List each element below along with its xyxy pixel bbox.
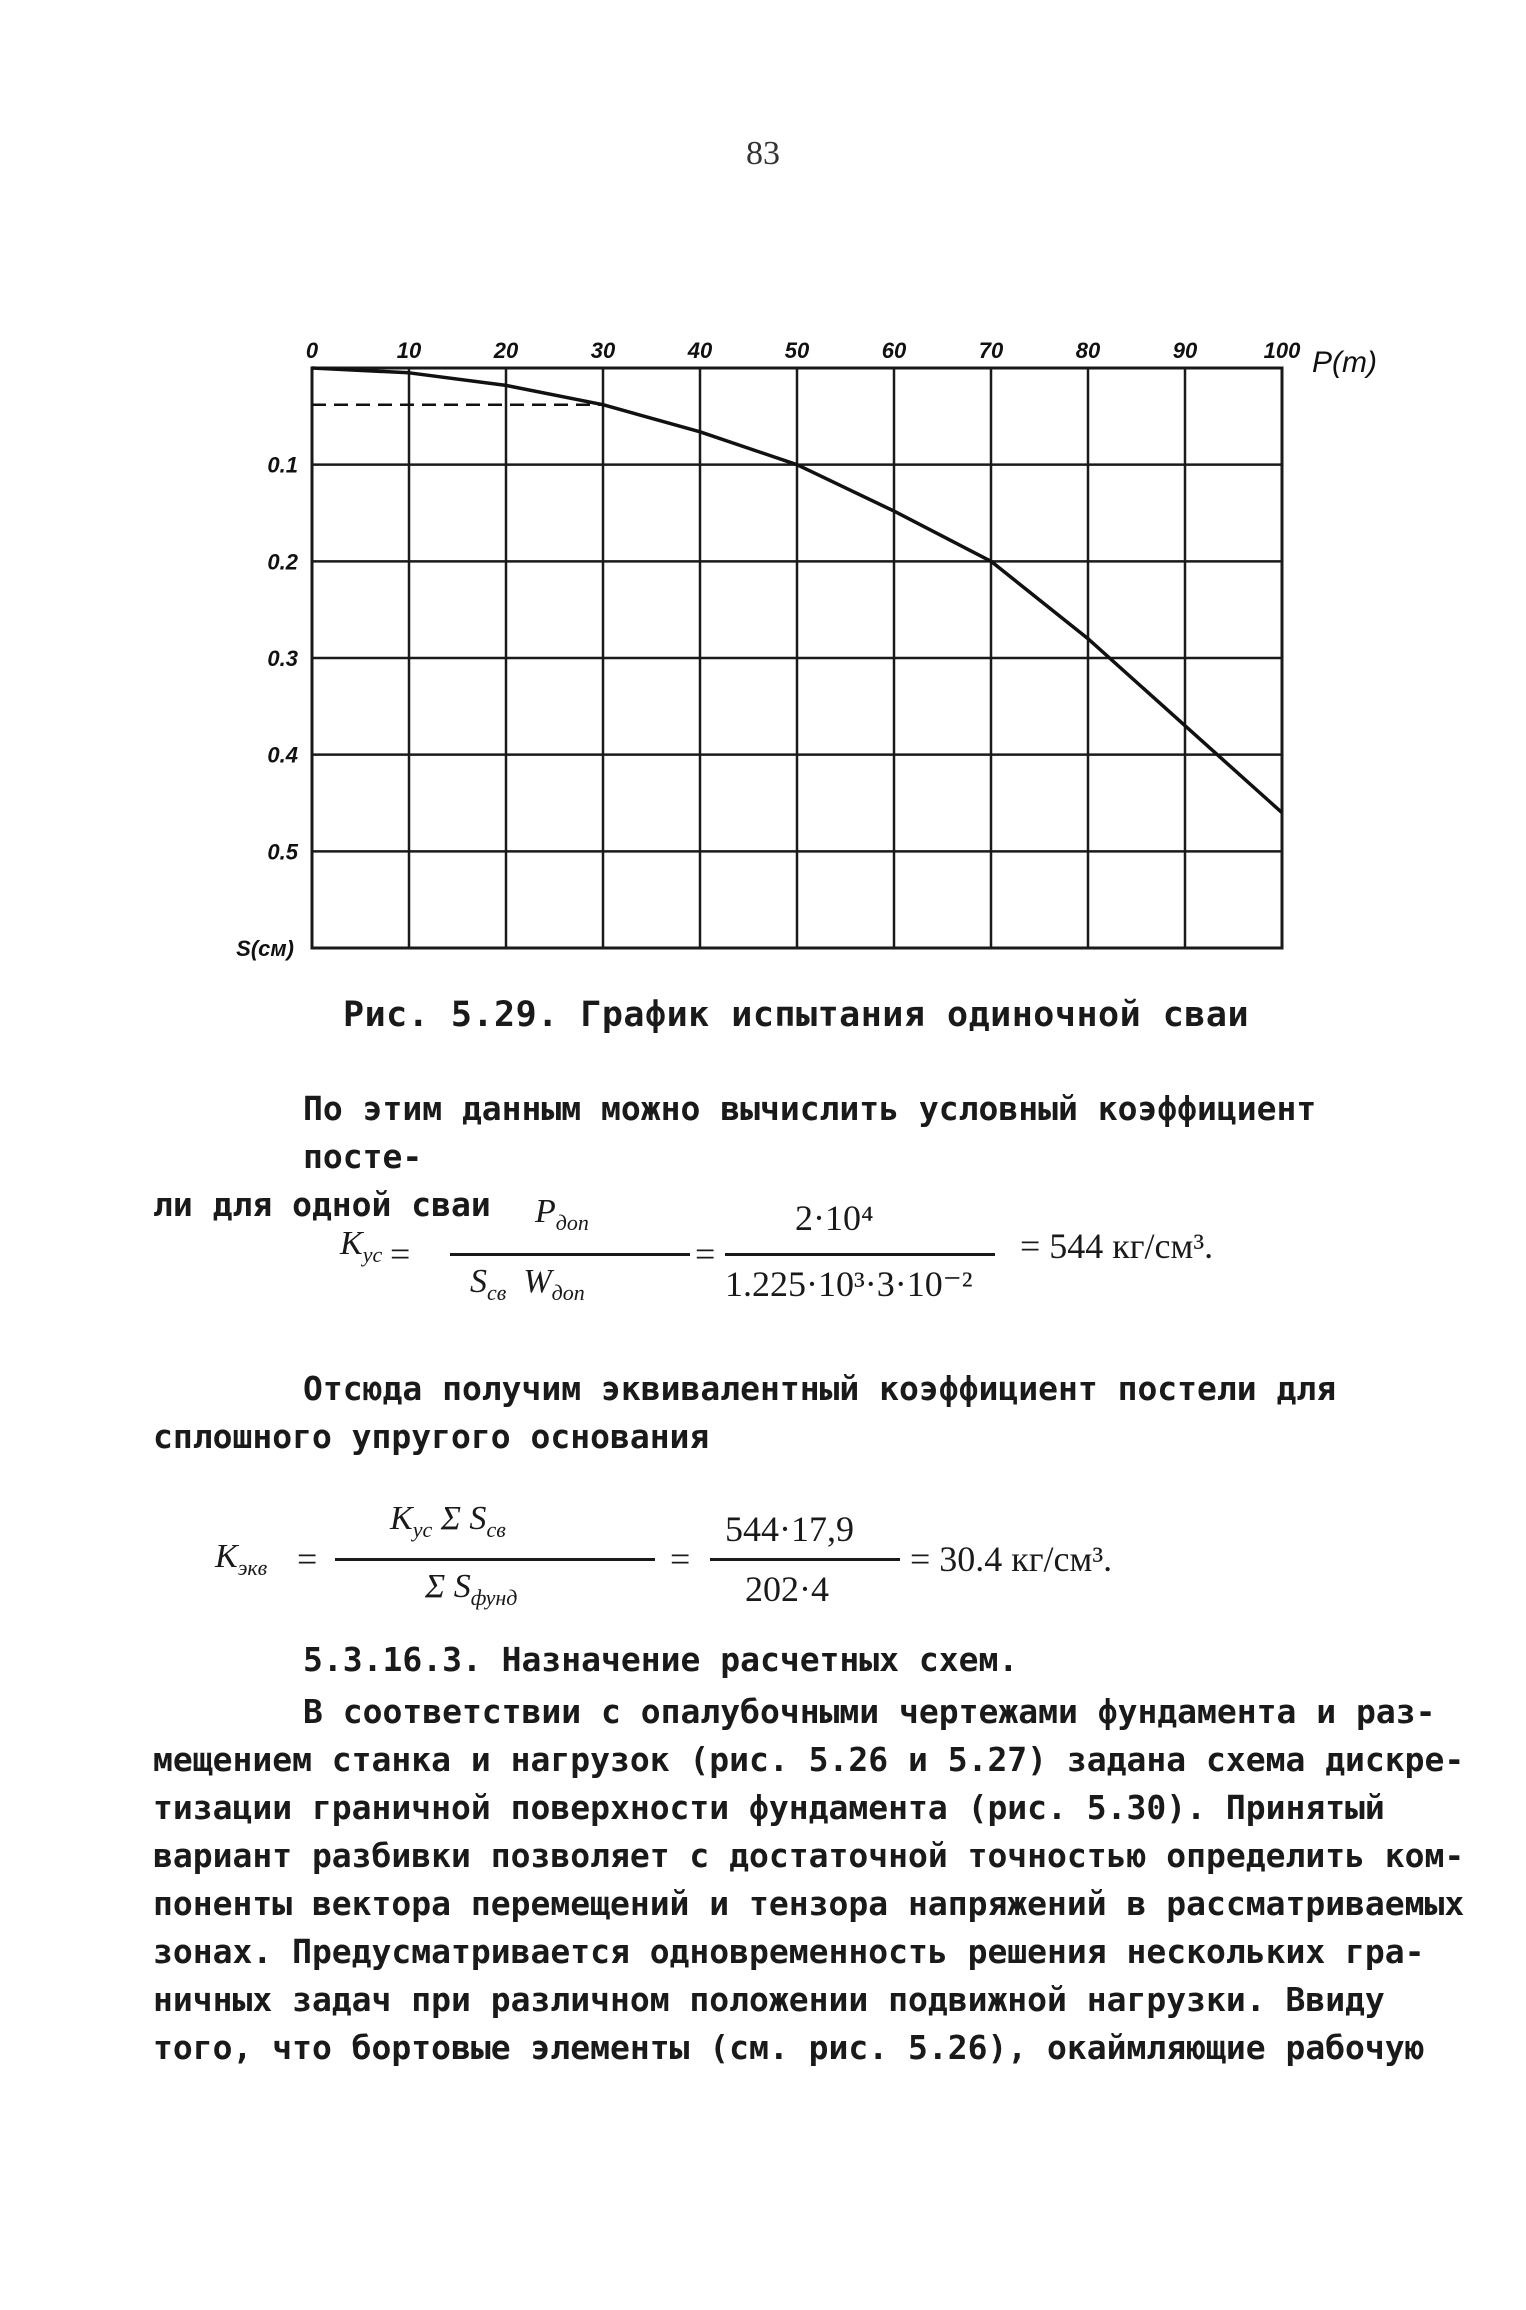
load-settlement-chart bbox=[236, 320, 1377, 980]
y-tick-label: 0.3 bbox=[267, 646, 298, 671]
formula-1-eq-2: = bbox=[695, 1234, 716, 1274]
paragraph-3-line: поненты вектора перемещений и тензора напряжений в рассматриваемых bbox=[153, 1884, 1465, 1923]
y-tick-labels bbox=[267, 453, 298, 865]
x-tick-label: 10 bbox=[396, 338, 422, 363]
paragraph-2 bbox=[153, 1365, 1403, 1461]
paragraph-3 bbox=[153, 1688, 1465, 2072]
formula-2-fraction-line-2 bbox=[710, 1558, 900, 1561]
formula-1-fraction-line-1 bbox=[450, 1253, 690, 1256]
y-axis-label: S(см) bbox=[236, 936, 294, 961]
x-tick-label: 60 bbox=[881, 338, 907, 363]
y-tick-label: 0.5 bbox=[267, 839, 298, 865]
x-tick-label: 100 bbox=[1263, 338, 1301, 363]
y-tick-label: 0.4 bbox=[267, 742, 298, 768]
x-tick-label: 70 bbox=[978, 338, 1004, 363]
x-tick-label: 30 bbox=[590, 338, 616, 363]
x-tick-label: 90 bbox=[1172, 338, 1198, 363]
formula-2-eq: = bbox=[297, 1539, 318, 1579]
x-tick-label: 50 bbox=[784, 338, 810, 363]
y-tick-label: 0.2 bbox=[267, 549, 298, 575]
chart-grid bbox=[312, 368, 1282, 948]
formula-1-eq: = bbox=[390, 1234, 411, 1274]
figure-caption: Рис. 5.29. График испытания одиночной сваи bbox=[343, 995, 1250, 1035]
formula-2 bbox=[215, 1500, 1315, 1630]
page-number: 83 bbox=[746, 135, 780, 172]
formula-1-denominator: $S_{св}$ $W_{доп}$ bbox=[470, 1263, 585, 1305]
formula-1 bbox=[330, 1195, 1330, 1325]
y-tick-label: 0.1 bbox=[267, 452, 298, 478]
x-axis-label: P(т) bbox=[1312, 346, 1377, 379]
paragraph-3-line: вариант разбивки позволяет с достаточной точностью определить ком- bbox=[153, 1836, 1465, 1875]
formula-2-result: = 30.4 кг/см³. bbox=[910, 1539, 1113, 1579]
x-tick-label: 80 bbox=[1075, 338, 1101, 363]
section-heading: 5.3.16.3. Назначение расчетных схем. bbox=[303, 1640, 1019, 1679]
paragraph-1-line-1: По этим данным можно вычислить условный коэффициент посте- bbox=[303, 1089, 1317, 1176]
formula-2-numerator: $K_{ус}$ Σ $S_{св}$ bbox=[390, 1500, 506, 1542]
paragraph-3-line: ничных задач при различном положении подвижной нагрузки. Ввиду bbox=[153, 1980, 1385, 2019]
formula-2-denominator-2: 202·4 bbox=[745, 1569, 829, 1609]
formula-1-numerator: $P_{доп}$ bbox=[535, 1193, 589, 1235]
paragraph-3-line: того, что бортовые элементы (см. рис. 5.26), окаймляющие рабочую bbox=[153, 2028, 1425, 2067]
paragraph-2-line-1: Отсюда получим эквивалентный коэффициент постели для bbox=[303, 1369, 1337, 1408]
formula-2-denominator: Σ $S_{фунд}$ bbox=[425, 1568, 518, 1610]
formula-1-fraction-line-2 bbox=[725, 1253, 995, 1256]
paragraph-2-line-2: сплошного упругого основания bbox=[153, 1417, 710, 1456]
x-tick-label: 20 bbox=[493, 338, 519, 363]
x-tick-label: 0 bbox=[305, 338, 319, 363]
paragraph-3-line: тизации граничной поверхности фундамента (рис. 5.30). Принятый bbox=[153, 1788, 1385, 1827]
formula-1-lhs: $K_{ус}$ bbox=[340, 1225, 383, 1267]
formula-1-result: = 544 кг/см³. bbox=[1020, 1226, 1214, 1266]
paragraph-3-line: зонах. Предусматривается одновременность решения нескольких гра- bbox=[153, 1932, 1425, 1971]
formula-2-fraction-line-1 bbox=[335, 1558, 655, 1561]
formula-1-denominator-2: 1.225·10³·3·10⁻² bbox=[725, 1264, 973, 1304]
paragraph-3-line: В соответствии с опалубочными чертежами фундамента и раз- bbox=[303, 1692, 1436, 1731]
paragraph-1-line-2: ли для одной сваи bbox=[153, 1185, 491, 1224]
formula-2-lhs: $K_{экв}$ bbox=[215, 1538, 268, 1580]
formula-1-numerator-2: 2·10⁴ bbox=[795, 1198, 874, 1238]
x-tick-labels bbox=[306, 338, 1301, 363]
formula-2-eq-2: = bbox=[670, 1539, 691, 1579]
formula-2-numerator-2: 544·17,9 bbox=[725, 1509, 854, 1549]
x-tick-label: 40 bbox=[687, 338, 713, 363]
paragraph-3-line: мещением станка и нагрузок (рис. 5.26 и 5.27) задана схема дискре- bbox=[153, 1740, 1465, 1779]
